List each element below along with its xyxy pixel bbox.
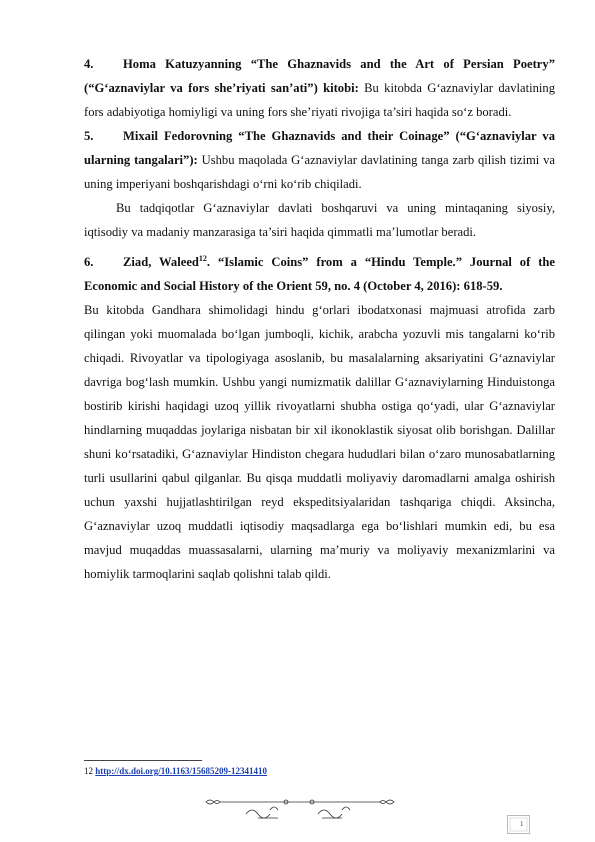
footnote-reference[interactable]: 12 — [198, 253, 207, 263]
document-body — [84, 52, 555, 586]
entry-6 — [84, 250, 555, 298]
entry-number: 4. — [84, 57, 94, 71]
entry-6-description: Bu kitobda Gandhara shimolidagi hindu g‘orlari ibodatxonasi majmuasi atrofida zarb qilingan yoki muomalada bo‘lgan jumboqli, kichik, arabcha yozuvli mis tangalarni ko‘rib chiqadi. Rivoyatlar va tipologiyaga asoslanib, bu masalalarning aksariyatini G‘aznaviylar davriga bog‘lash mumkin. Ushbu yangi numizmatik dalillar G‘aznaviylarning Hinduistonga bostirib kirishi haqidagi uzoq yillik rivoyatlarni shubha ostiga qo‘yadi, ular G‘aznaviylar hindlarning muqaddas joylariga nisbatan bir xil ikonoklastik siyosat olib borishgan. Dalillar shuni ko‘rsatadiki, G‘aznaviylar Hindiston chegara hududlari bilan o‘zaro munosabatlarning turli usullarini qabul qilganlar. Bu qisqa muddatli moliyaviy daromadlarni amalga oshirish uchun yaxshi hujjatlashtirilgan reyd ekspeditsiyalaridan tashqariga chiqdi. Aksincha, G‘aznaviylar uzoq muddatli iqtisodiy maqsadlarga ega bo‘lishlari mumkin edi, bu esa mavjud muqaddas muassasalarni, ularning ma’muriy va moliyaviy mexanizmlarini va homiylik tarmoqlarini saqlab qolishni talab qildi. — [84, 303, 555, 581]
page-number: 1 — [520, 820, 524, 828]
footnote-divider — [84, 760, 202, 761]
entry-title: Mixail Fedorovning “The Ghaznavids and their Coinage” (“G‘aznaviylar va ularning tangalari”): — [84, 129, 555, 167]
entry-title-citation: . “Islamic Coins” from a “Hindu Temple.” Journal of the Economic and Social History of the Orient 59, no. 4 (October 4, 2016): 618-59. — [84, 255, 555, 293]
footnote-number: 12 — [84, 766, 93, 776]
ornament-divider-icon — [200, 796, 400, 822]
entry-description: Bu kitobda G‘aznaviylar davlatining fors adabiyotiga homiyligi va uning fors she’riyati rivojiga ta’siri haqida so‘z boradi. — [84, 81, 555, 119]
footnote-link[interactable]: http://dx.doi.org/10.1163/15685209-12341410 — [95, 766, 268, 776]
page-corner-box-icon — [507, 815, 530, 834]
entry-description: Ushbu maqolada G‘aznaviylar davlatining tanga zarb qilish tizimi va uning imperiyani boshqarishdagi o‘rni ko‘rib chiqiladi. — [84, 153, 555, 191]
summary-paragraph: Bu tadqiqotlar G‘aznaviylar davlati boshqaruvi va uning mintaqaning siyosiy, iqtisodiy va madaniy manzarasiga ta’siri haqida qimmatli ma’lumotlar beradi. — [84, 201, 555, 239]
entry-number: 6. — [84, 255, 94, 269]
entry-number: 5. — [84, 129, 94, 143]
footnote — [84, 766, 267, 776]
entry-title-author: Ziad, Waleed — [123, 255, 199, 269]
entry-4 — [84, 52, 555, 124]
entry-5 — [84, 124, 555, 196]
entry-title: Homa Katuzyanning “The Ghaznavids and the Art of Persian Poetry” (“G‘aznaviylar va fors she’riyati san’ati”) kitobi: — [84, 57, 555, 95]
